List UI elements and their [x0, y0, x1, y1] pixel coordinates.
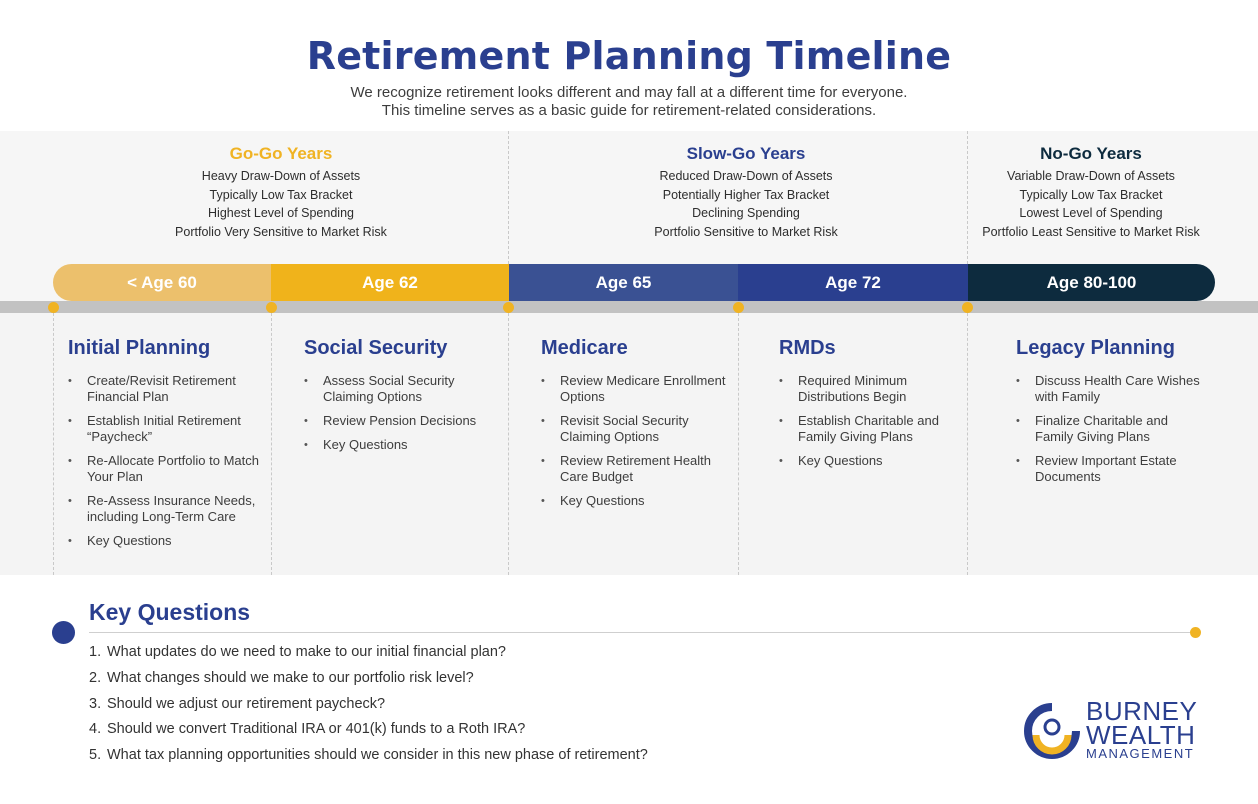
list-item: • Key Questions	[779, 453, 954, 469]
list-item: • Re-Assess Insurance Needs, including Long-Term Care	[68, 493, 263, 525]
age-segment-62: Age 62	[271, 264, 509, 301]
timeline-dot	[266, 302, 277, 313]
phase-line: Portfolio Sensitive to Market Risk	[654, 225, 838, 240]
age-segment-under-60: < Age 60	[53, 264, 271, 301]
logo-line-2: WEALTH	[1086, 720, 1196, 750]
column-legacy-planning	[1016, 337, 1206, 493]
list-item: • Establish Charitable and Family Giving Plans	[779, 413, 954, 445]
question-item	[89, 720, 648, 746]
question-item	[89, 746, 648, 772]
question-text: What updates do we need to make to our initial financial plan?	[107, 644, 506, 660]
key-questions-end-dot	[1190, 627, 1201, 638]
phase-line: Portfolio Very Sensitive to Market Risk	[175, 225, 387, 240]
page-title: Retirement Planning Timeline	[306, 34, 952, 78]
question-number: 1.	[89, 644, 102, 660]
question-number: 4.	[89, 721, 102, 738]
phase-no-go	[968, 144, 1214, 242]
column-medicare	[541, 337, 726, 517]
phase-line: Potentially Higher Tax Bracket	[662, 187, 830, 202]
divider	[738, 313, 739, 575]
timeline-track	[0, 301, 1258, 313]
question-item	[89, 643, 648, 669]
subtitle-line-1: We recognize retirement looks different and may fall at a different time for everyone.	[350, 84, 908, 101]
list-item: • Assess Social Security Claiming Options	[304, 373, 494, 405]
timeline-dot	[503, 302, 514, 313]
list-item: • Review Important Estate Documents	[1016, 453, 1206, 485]
phase-line: Typically Low Tax Bracket	[209, 187, 353, 202]
question-text: Should we convert Traditional IRA or 401(k) funds to a Roth IRA?	[107, 721, 526, 738]
key-questions-list	[89, 643, 648, 772]
phase-title: Slow-Go Years	[686, 144, 806, 163]
question-item	[89, 695, 648, 721]
list-item: • Discuss Health Care Wishes with Family	[1016, 373, 1206, 405]
list-item: • Key Questions	[304, 437, 494, 453]
list-item: • Review Retirement Health Care Budget	[541, 453, 726, 485]
phase-line: Heavy Draw-Down of Assets	[201, 169, 361, 183]
list-item: • Establish Initial Retirement “Paycheck”	[68, 413, 263, 445]
phase-go-go	[130, 144, 432, 242]
age-segment-80-100: Age 80-100	[968, 264, 1215, 301]
phase-line: Reduced Draw-Down of Assets	[659, 169, 833, 183]
column-title: RMDs	[779, 337, 836, 359]
burney-ring-logo-icon	[1022, 701, 1082, 761]
column-rmds	[779, 337, 954, 477]
phase-line: Declining Spending	[692, 206, 800, 221]
phase-slow-go	[596, 144, 896, 242]
divider	[271, 313, 272, 575]
list-item: • Review Medicare Enrollment Options	[541, 373, 726, 405]
timeline-dot	[962, 302, 973, 313]
divider	[508, 313, 509, 575]
list-item: • Create/Revisit Retirement Financial Plan	[68, 373, 263, 405]
list-item: • Re-Allocate Portfolio to Match Your Plan	[68, 453, 263, 485]
key-questions-dot	[52, 621, 75, 644]
timeline-dot	[733, 302, 744, 313]
phase-line: Portfolio Least Sensitive to Market Risk	[982, 225, 1200, 240]
question-number: 5.	[89, 747, 102, 764]
question-number: 3.	[89, 695, 102, 712]
list-item: • Finalize Charitable and Family Giving Plans	[1016, 413, 1206, 445]
list-item: • Revisit Social Security Claiming Options	[541, 413, 726, 445]
subtitle-line-2: This timeline serves as a basic guide for retirement-related considerations.	[381, 102, 877, 119]
list-item: • Required Minimum Distributions Begin	[779, 373, 954, 405]
age-segment-72: Age 72	[738, 264, 968, 301]
timeline-dot	[48, 302, 59, 313]
phase-line: Highest Level of Spending	[208, 206, 354, 221]
key-questions-rule	[89, 632, 1196, 633]
logo-line-1: BURNEY	[1086, 696, 1198, 726]
phase-line: Typically Low Tax Bracket	[1019, 187, 1163, 202]
divider	[53, 313, 54, 575]
phase-line: Variable Draw-Down of Assets	[1007, 169, 1175, 183]
list-item: • Review Pension Decisions	[304, 413, 494, 429]
phase-title: Go-Go Years	[229, 144, 333, 163]
burney-logo	[1022, 696, 1212, 763]
question-number: 2.	[89, 669, 102, 686]
question-text: What tax planning opportunities should we consider in this new phase of retirement?	[107, 747, 648, 764]
phase-title: No-Go Years	[1040, 144, 1142, 163]
divider	[967, 313, 968, 575]
divider	[508, 131, 509, 264]
column-title: Legacy Planning	[1016, 337, 1175, 359]
column-social-security	[304, 337, 494, 461]
column-initial-planning	[68, 337, 263, 557]
question-text: Should we adjust our retirement paycheck?	[107, 695, 386, 712]
question-text: What changes should we make to our portfolio risk level?	[107, 669, 474, 686]
phase-line: Lowest Level of Spending	[1019, 206, 1163, 221]
column-title: Social Security	[304, 337, 448, 359]
logo-line-3: MANAGEMENT	[1086, 746, 1195, 761]
list-item: • Key Questions	[541, 493, 726, 509]
age-segment-65: Age 65	[509, 264, 738, 301]
column-title: Medicare	[541, 337, 628, 359]
column-title: Initial Planning	[68, 337, 211, 359]
list-item: • Key Questions	[68, 533, 263, 549]
question-item	[89, 669, 648, 695]
key-questions-title: Key Questions	[89, 599, 251, 625]
